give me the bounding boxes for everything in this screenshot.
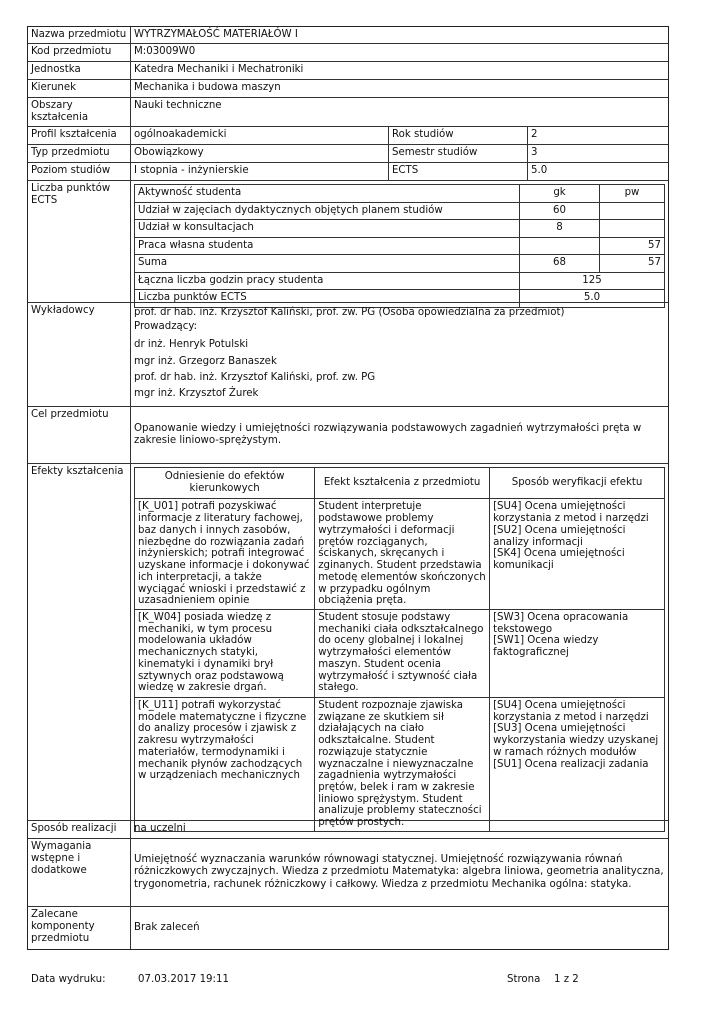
effect-text: Student stosuje podstawy mechaniki ciała odkształcalnego do oceny globalnej i lokalnej wytrzymałości elementów maszyn. Student ocenia wytrzymałość i sztywność ciała stałego. xyxy=(315,609,490,697)
row-sposob xyxy=(28,821,668,839)
value-obszary: Nauki techniczne xyxy=(134,100,222,111)
ects-gk: 68 xyxy=(520,255,600,273)
row-kierunek xyxy=(28,80,668,98)
value-nazwa: WYTRZYMAŁOŚĆ MATERIAŁÓW I xyxy=(134,29,298,40)
label-kierunek: Kierunek xyxy=(28,80,131,97)
table-row xyxy=(135,220,665,238)
ects-gk: 8 xyxy=(520,220,600,238)
value-wymagania xyxy=(131,839,668,906)
ects-total-points-label: Liczba punktów ECTS xyxy=(135,290,520,308)
value-zalecane xyxy=(131,907,668,949)
value-profil: ogólnoakademicki xyxy=(131,127,389,144)
effect-verify: [SU4] Ocena umiejętności korzystania z metod i narzędzi [SU3] Ocena umiejętności wykorzystania wiedzy uzyskanej w ramach różnych modułów [SU1] Ocena realizacji zadania xyxy=(490,697,665,831)
table-row xyxy=(135,237,665,255)
ects-header-pw: pw xyxy=(600,185,665,203)
row-profil xyxy=(28,127,668,145)
ects-header-row xyxy=(135,185,665,203)
value-typ: Obowiązkowy xyxy=(131,145,389,162)
effects-table xyxy=(134,467,665,832)
label-semestr: Semestr studiów xyxy=(389,145,528,162)
effects-header-effect: Efekt kształcenia z przedmiotu xyxy=(315,468,490,499)
lecturer-name: prof. dr hab. inż. Krzysztof Kaliński, prof. zw. PG xyxy=(134,371,376,383)
value-jednostka: Katedra Mechaniki i Mechatroniki xyxy=(134,64,304,75)
ects-total-hours-row xyxy=(135,272,665,290)
ects-gk xyxy=(520,237,600,255)
label-rok: Rok studiów xyxy=(389,127,528,144)
ects-total-hours-value: 125 xyxy=(520,272,665,290)
ects-pw: 57 xyxy=(600,237,665,255)
value-cel xyxy=(131,407,668,463)
effect-verify: [SU4] Ocena umiejętności korzystania z metod i narzędzi [SU2] Ocena umiejętności analizy informacji [SK4] Ocena umiejętności komunikacji xyxy=(490,499,665,609)
effects-header-row xyxy=(135,468,665,499)
label-efekty: Efekty kształcenia xyxy=(28,464,131,820)
table-row xyxy=(135,202,665,220)
label-typ: Typ przedmiotu xyxy=(28,145,131,162)
effects-header-ref: Odniesienie do efektów kierunkowych xyxy=(135,468,315,499)
label-zalecane: Zalecane komponenty przedmiotu xyxy=(28,907,131,949)
row-wymagania xyxy=(28,839,668,907)
label-profil: Profil kształcenia xyxy=(28,127,131,144)
row-kod xyxy=(28,44,668,62)
row-obszary xyxy=(28,98,668,127)
lecturers xyxy=(131,303,668,406)
lecturer-name: mgr inż. Grzegorz Banaszek xyxy=(134,355,277,367)
ects-activity: Suma xyxy=(135,255,520,273)
cel-text: Opanowanie wiedzy i umiejętności rozwiązywania podstawowych zagadnień wytrzymałości pręta w zakresie liniowo-sprężystym. xyxy=(134,422,642,446)
ects-pw xyxy=(600,220,665,238)
lecturer-name: dr inż. Henryk Potulski xyxy=(134,339,249,351)
row-nazwa xyxy=(28,27,668,44)
value-sposob: na uczelni xyxy=(134,823,186,834)
print-date-value: 07.03.2017 19:11 xyxy=(138,974,229,985)
ects-total-hours-label: Łączna liczba godzin pracy studenta xyxy=(135,272,520,290)
ects-table xyxy=(134,184,665,308)
label-nazwa: Nazwa przedmiotu xyxy=(28,27,131,43)
effect-text: Student rozpoznaje zjawiska związane ze skutkiem sił działających na ciało odkształcalne. Student rozwiązuje statycznie wyznaczalne i niewyznaczalne zagadnienia wytrzymałości prętów, belek i ram w zakresie liniowo sprężystym. Student analizuje problemy stateczności prętów prostych. xyxy=(315,697,490,831)
ects-pw: 57 xyxy=(600,255,665,273)
effects-header-verify: Sposób weryfikacji efektu xyxy=(490,468,665,499)
effect-ref: [K_U01] potrafi pozyskiwać informacje z literatury fachowej, baz danych i innych zasobów, niezbędne do rozwiązania zadań inżynierskich; potrafi integrować uzyskane informacje i dokonywać ich interpretacji, a także wyciągać wnioski i przedstawić z uzasadnieniem opinie xyxy=(135,499,315,609)
label-sposob: Sposób realizacji xyxy=(28,821,131,838)
value-kierunek: Mechanika i budowa maszyn xyxy=(134,82,281,93)
effect-verify: [SW3] Ocena opracowania tekstowego [SW1] Ocena wiedzy faktograficznej xyxy=(490,609,665,697)
table-row xyxy=(135,697,665,831)
row-typ xyxy=(28,145,668,163)
value-ects: 5.0 xyxy=(531,165,548,176)
value-kod: M:03009W0 xyxy=(134,46,196,57)
label-obszary: Obszary kształcenia xyxy=(28,98,131,126)
label-poziom: Poziom studiów xyxy=(28,163,131,180)
ects-pw xyxy=(600,202,665,220)
print-date-label: Data wydruku: xyxy=(31,974,106,985)
effect-ref: [K_U11] potrafi wykorzystać modele matematyczne i fizyczne do analizy procesów i zjawisk z zakresu wytrzymałości materiałów, termodynamiki i mechanik płynów zachodzących w urządzeniach mechanicznych xyxy=(135,697,315,831)
responsible-person: prof. dr hab. inż. Krzysztof Kaliński, prof. zw. PG (Osoba opowiedzialna za przedmiot) xyxy=(134,307,565,318)
label-kod: Kod przedmiotu xyxy=(28,44,131,61)
course-card xyxy=(27,26,669,950)
page-number: 1 z 2 xyxy=(554,974,579,985)
ects-gk: 60 xyxy=(520,202,600,220)
row-cel xyxy=(28,407,668,464)
ects-total-points-value: 5.0 xyxy=(520,290,665,308)
ects-activity: Udział w zajęciach dydaktycznych objętych planem studiów xyxy=(135,202,520,220)
page-label: Strona xyxy=(507,974,541,985)
value-semestr: 3 xyxy=(531,147,538,158)
table-row xyxy=(135,609,665,697)
lecturer-name: mgr inż. Krzysztof Żurek xyxy=(134,388,259,400)
row-zalecane xyxy=(28,907,668,949)
label-cel: Cel przedmiotu xyxy=(28,407,131,463)
label-ects: ECTS xyxy=(389,163,528,180)
row-jednostka xyxy=(28,62,668,80)
ects-table-wrap xyxy=(131,181,668,302)
ects-activity: Udział w konsultacjach xyxy=(135,220,520,238)
prowadzacy-label: Prowadzący: xyxy=(134,321,198,333)
row-ects-table xyxy=(28,181,668,303)
label-wymagania: Wymagania wstępne i dodatkowe xyxy=(28,839,131,906)
ects-activity: Praca własna studenta xyxy=(135,237,520,255)
label-wykladowcy: Wykładowcy xyxy=(28,303,131,406)
row-wykladowcy xyxy=(28,303,668,407)
label-ects-points: Liczba punktów ECTS xyxy=(28,181,131,302)
wymagania-text: Umiejętność wyznaczania warunków równowagi statycznej. Umiejętność rozwiązywania równań różniczkowych zwyczajnych. Wiedza z przedmiotu Matematyka: algebra liniowa, geometria analityczna, trygonometria, rachunek różniczkowy i całkowy. Wiedza z przedmiotu Mechanika ogólna: statyka. xyxy=(134,854,664,890)
ects-header-gk: gk xyxy=(520,185,600,203)
value-poziom: I stopnia - inżynierskie xyxy=(131,163,389,180)
ects-header-activity: Aktywność studenta xyxy=(135,185,520,203)
label-jednostka: Jednostka xyxy=(28,62,131,79)
zalecane-text: Brak zaleceń xyxy=(134,921,200,933)
table-row xyxy=(135,255,665,273)
row-poziom xyxy=(28,163,668,181)
table-row xyxy=(135,499,665,609)
effect-text: Student interpretuje podstawowe problemy wytrzymałości i deformacji prętów rozciąganych, ściskanych, skręcanych i zginanych. Student przedstawia metodę elementów skończonych w przypadku ogólnym obciążenia pręta. xyxy=(315,499,490,609)
value-rok: 2 xyxy=(531,129,538,140)
effect-ref: [K_W04] posiada wiedzę z mechaniki, w tym procesu modelowania układów mechanicznych statyki, kinematyki i dynamiki brył sztywnych oraz podstawową wiedzę w zakresie drgań. xyxy=(135,609,315,697)
